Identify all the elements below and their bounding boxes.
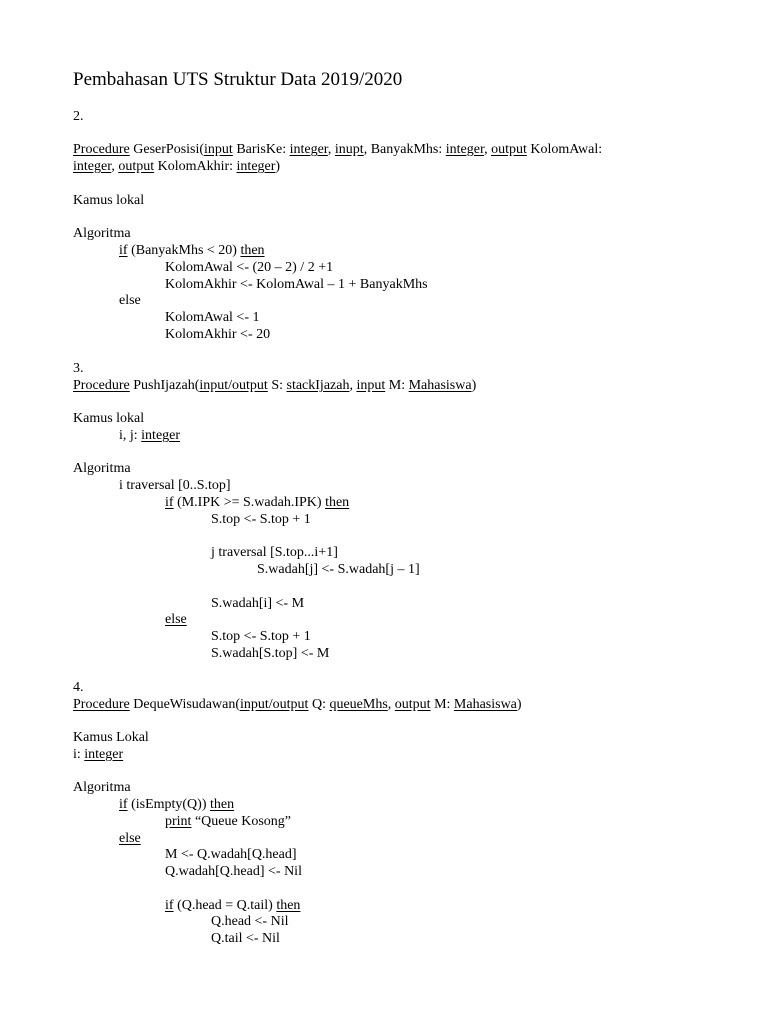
text-line bbox=[211, 913, 289, 930]
keyword-text: if bbox=[119, 243, 128, 258]
keyword-text: Procedure bbox=[73, 142, 130, 157]
text-line bbox=[211, 544, 338, 561]
code-text: i: bbox=[73, 747, 85, 762]
keyword-text: then bbox=[240, 243, 265, 258]
code-text: Q.tail <- Nil bbox=[211, 931, 280, 946]
code-text: KolomAkhir <- KolomAwal – 1 + BanyakMhs bbox=[165, 277, 428, 292]
text-line bbox=[119, 242, 265, 259]
keyword-text: print bbox=[165, 814, 192, 829]
keyword-text: Procedure bbox=[73, 697, 130, 712]
text-line bbox=[73, 746, 123, 763]
code-text: i, j: bbox=[119, 428, 142, 443]
text-line bbox=[165, 326, 270, 343]
text-line bbox=[257, 561, 420, 578]
keyword-text: output bbox=[491, 142, 527, 157]
keyword-text: Mahasiswa bbox=[453, 697, 517, 712]
keyword-text: input bbox=[356, 378, 386, 393]
code-text: PushIjazah( bbox=[129, 378, 200, 393]
text-line bbox=[73, 158, 280, 175]
text-line bbox=[165, 309, 260, 326]
code-text: Kamus lokal bbox=[73, 193, 145, 208]
code-text: j traversal [S.top...i+1] bbox=[211, 545, 338, 560]
code-text: M <- Q.wadah[Q.head] bbox=[165, 847, 297, 862]
code-text: KolomAwal <- (20 – 2) / 2 +1 bbox=[165, 260, 334, 275]
keyword-text: then bbox=[210, 797, 235, 812]
keyword-text: Procedure bbox=[73, 378, 130, 393]
text-line bbox=[165, 846, 297, 863]
code-text: (Q.head = Q.tail) bbox=[173, 898, 277, 913]
keyword-text: queueMhs bbox=[329, 697, 388, 712]
code-text: Algoritma bbox=[73, 461, 131, 476]
text-line bbox=[73, 696, 522, 713]
text-line bbox=[73, 360, 84, 377]
text-line bbox=[73, 410, 144, 427]
text-line bbox=[73, 225, 131, 242]
keyword-text: output bbox=[394, 697, 431, 712]
code-text: i traversal [0..S.top] bbox=[119, 478, 231, 493]
keyword-text: integer bbox=[289, 142, 328, 157]
code-text: , BanyakMhs: bbox=[363, 142, 446, 157]
code-text: Q.wadah[Q.head] <- Nil bbox=[165, 864, 302, 879]
text-line bbox=[165, 897, 300, 914]
code-text: , bbox=[327, 142, 335, 157]
keyword-text: inupt bbox=[334, 142, 364, 157]
code-text: “Queue Kosong” bbox=[191, 814, 291, 829]
code-text: KolomAkhir <- 20 bbox=[165, 327, 271, 342]
text-line bbox=[73, 192, 144, 209]
code-text: 3. bbox=[73, 361, 84, 376]
keyword-text: input bbox=[204, 142, 233, 157]
keyword-text: then bbox=[325, 495, 350, 510]
code-text: (BanyakMhs < 20) bbox=[127, 243, 241, 258]
text-line bbox=[211, 511, 311, 528]
code-text: S.wadah[j] <- S.wadah[j – 1] bbox=[257, 562, 420, 577]
text-line bbox=[165, 611, 187, 628]
keyword-text: if bbox=[119, 797, 128, 812]
text-line bbox=[119, 477, 231, 494]
text-line bbox=[119, 796, 234, 813]
keyword-text: if bbox=[165, 495, 174, 510]
code-text: KolomAkhir: bbox=[154, 159, 237, 174]
code-text: else bbox=[119, 293, 141, 308]
text-line bbox=[73, 108, 84, 125]
text-line bbox=[73, 377, 476, 394]
code-text: S: bbox=[267, 378, 287, 393]
text-line bbox=[165, 259, 333, 276]
code-text: Kamus Lokal bbox=[73, 730, 149, 745]
code-text: KolomAwal: bbox=[526, 142, 603, 157]
keyword-text: if bbox=[165, 898, 174, 913]
code-text: 4. bbox=[73, 680, 84, 695]
keyword-text: else bbox=[119, 831, 141, 846]
text-line bbox=[119, 292, 141, 309]
code-text: S.top <- S.top + 1 bbox=[211, 512, 311, 527]
code-text: , bbox=[387, 697, 395, 712]
code-text: , bbox=[349, 378, 357, 393]
keyword-text: stackIjazah bbox=[286, 378, 350, 393]
keyword-text: integer bbox=[141, 428, 181, 443]
text-line bbox=[73, 679, 84, 696]
code-text: ) bbox=[471, 378, 477, 393]
code-text: (M.IPK >= S.wadah.IPK) bbox=[173, 495, 326, 510]
keyword-text: then bbox=[276, 898, 301, 913]
keyword-text: Mahasiswa bbox=[408, 378, 472, 393]
code-text: Algoritma bbox=[73, 226, 131, 241]
code-text: Q.head <- Nil bbox=[211, 914, 289, 929]
code-text: , bbox=[484, 142, 492, 157]
text-line bbox=[211, 645, 329, 662]
code-text: Algoritma bbox=[73, 780, 131, 795]
code-text: S.wadah[i] <- M bbox=[211, 596, 305, 611]
text-line bbox=[165, 276, 428, 293]
keyword-text: integer bbox=[236, 159, 276, 174]
text-line bbox=[165, 863, 302, 880]
keyword-text: input/output bbox=[199, 378, 268, 393]
code-text: S.wadah[S.top] <- M bbox=[211, 646, 330, 661]
keyword-text: else bbox=[165, 612, 187, 627]
keyword-text: integer bbox=[84, 747, 124, 762]
code-text: BarisKe: bbox=[232, 142, 290, 157]
code-text: (isEmpty(Q)) bbox=[127, 797, 210, 812]
keyword-text: output bbox=[118, 159, 155, 174]
code-text: , bbox=[111, 159, 119, 174]
text-line bbox=[211, 628, 311, 645]
text-line bbox=[73, 779, 131, 796]
keyword-text: integer bbox=[445, 142, 485, 157]
text-line bbox=[73, 460, 131, 477]
text-line bbox=[119, 830, 141, 847]
text-line bbox=[211, 595, 304, 612]
text-line bbox=[165, 813, 291, 830]
code-text: 2. bbox=[73, 109, 84, 124]
text-line bbox=[73, 141, 602, 158]
code-text: Kamus lokal bbox=[73, 411, 145, 426]
keyword-text: input/output bbox=[240, 697, 309, 712]
code-text: KolomAwal <- 1 bbox=[165, 310, 260, 325]
code-text: S.top <- S.top + 1 bbox=[211, 629, 311, 644]
code-text: ) bbox=[275, 159, 281, 174]
keyword-text: integer bbox=[73, 159, 112, 174]
code-text: M: bbox=[430, 697, 454, 712]
code-text: DequeWisudawan( bbox=[129, 697, 240, 712]
document-title: Pembahasan UTS Struktur Data 2019/2020 bbox=[73, 69, 403, 90]
code-text: ) bbox=[516, 697, 522, 712]
code-text: M: bbox=[385, 378, 409, 393]
text-line bbox=[211, 930, 280, 947]
text-line bbox=[165, 494, 349, 511]
text-line bbox=[119, 427, 180, 444]
code-text: GeserPosisi( bbox=[129, 142, 205, 157]
text-line bbox=[73, 729, 149, 746]
code-text: Q: bbox=[308, 697, 330, 712]
